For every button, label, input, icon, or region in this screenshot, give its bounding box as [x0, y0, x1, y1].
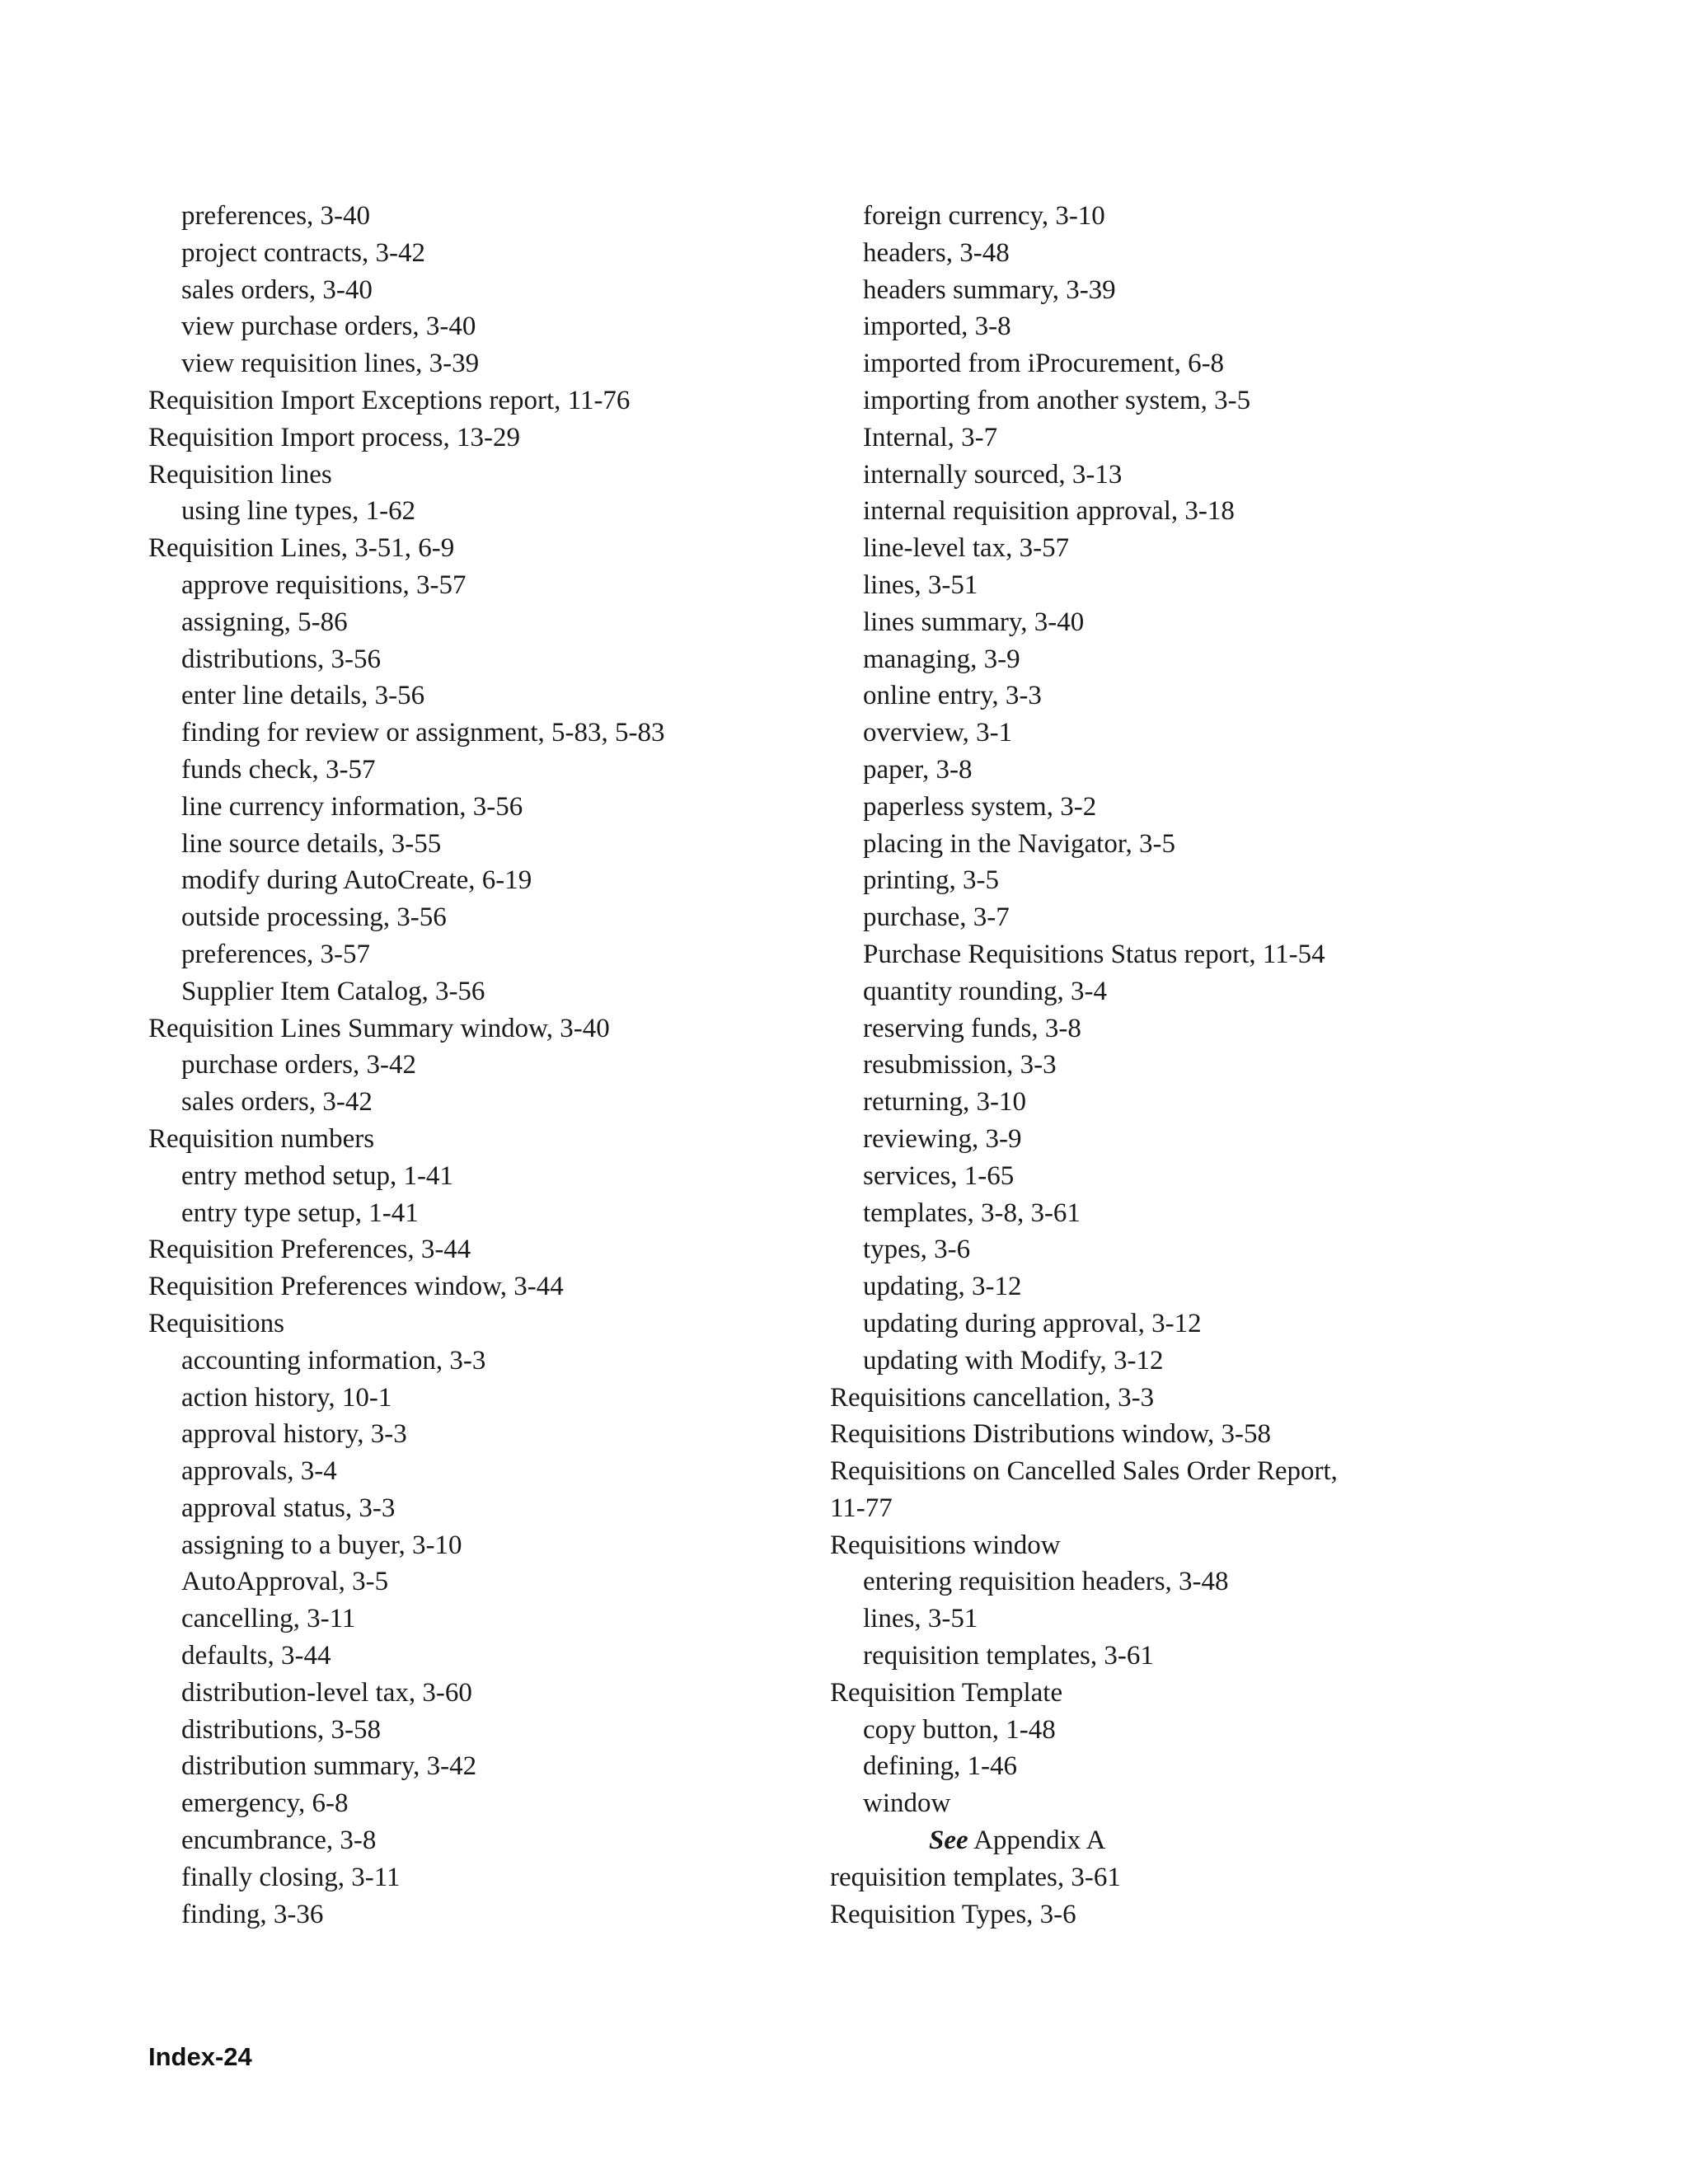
index-subentry: [830, 1305, 1572, 1343]
index-subentry: [830, 1343, 1572, 1380]
index-entry-text: sales orders, 3-42: [181, 1087, 373, 1118]
index-subentry: [148, 677, 808, 715]
index-subentry: [830, 1268, 1572, 1305]
index-subentry: [830, 235, 1572, 272]
index-entry-text: Requisitions cancellation, 3-3: [830, 1382, 1155, 1413]
index-entry-text: approval status, 3-3: [181, 1493, 396, 1523]
index-entry-text: modify during AutoCreate, 6-19: [181, 865, 532, 896]
index-entry-text: purchase orders, 3-42: [181, 1050, 416, 1080]
index-subentry: [148, 1896, 808, 1933]
index-subentry: [148, 1453, 808, 1490]
index-entry-text: entry method setup, 1-41: [181, 1160, 453, 1191]
index-entry-text: entry type setup, 1-41: [181, 1197, 419, 1228]
index-entry-text: preferences, 3-57: [181, 939, 371, 969]
index-subentry: [148, 1785, 808, 1822]
index-subentry: [148, 1380, 808, 1417]
index-entry-text: overview, 3-1: [863, 718, 1013, 748]
index-entry: [148, 1121, 808, 1158]
index-subentry: [830, 382, 1572, 419]
index-subentry: [148, 1047, 808, 1084]
index-subentry: [148, 493, 808, 530]
index-entry: [830, 1896, 1572, 1933]
index-entry-text: reviewing, 3-9: [863, 1123, 1022, 1154]
index-entry-text: encumbrance, 3-8: [181, 1825, 377, 1856]
index-entry-text: placing in the Navigator, 3-5: [863, 828, 1175, 859]
index-subentry: [148, 752, 808, 789]
index-entry-text: services, 1-65: [863, 1160, 1015, 1191]
index-subentry: [148, 1638, 808, 1675]
index-entry-text: updating with Modify, 3-12: [863, 1345, 1164, 1376]
index-entry-text: Requisition numbers: [148, 1123, 375, 1154]
index-entry-text: internal requisition approval, 3-18: [863, 496, 1235, 527]
index-entry-text: Requisition lines: [148, 459, 332, 490]
index-entry-text: finally closing, 3-11: [181, 1862, 401, 1892]
index-subentry: [830, 1010, 1572, 1047]
index-entry-text: importing from another system, 3-5: [863, 385, 1251, 415]
index-entry-text: Requisition Lines Summary window, 3-40: [148, 1013, 610, 1043]
index-entry-text: line currency information, 3-56: [181, 791, 523, 822]
index-subentry: [148, 715, 808, 752]
index-entry: [830, 1527, 1572, 1564]
index-entry-text: view requisition lines, 3-39: [181, 349, 480, 379]
index-entry-text: reserving funds, 3-8: [863, 1013, 1081, 1043]
index-entry-text: Requisition Preferences, 3-44: [148, 1235, 471, 1265]
index-subentry: [830, 1231, 1572, 1268]
index-subentry: [830, 862, 1572, 899]
index-subentry: [830, 826, 1572, 863]
index-entry-text: approvals, 3-4: [181, 1456, 337, 1487]
index-subentry: [830, 308, 1572, 345]
index-entry-text: approval history, 3-3: [181, 1419, 407, 1450]
index-entry-text: Requisitions Distributions window, 3-58: [830, 1419, 1272, 1450]
index-subentry: [148, 1712, 808, 1749]
index-entry-text: assigning to a buyer, 3-10: [181, 1530, 462, 1560]
index-entry-text: internally sourced, 3-13: [863, 459, 1123, 490]
index-subentry: [830, 973, 1572, 1010]
index-entry-text: Supplier Item Catalog, 3-56: [181, 976, 485, 1006]
index-subentry: [148, 936, 808, 973]
index-entry-text: returning, 3-10: [863, 1087, 1026, 1118]
index-entry: [830, 1453, 1572, 1490]
index-subentry: [830, 1712, 1572, 1749]
index-entry-text: distribution summary, 3-42: [181, 1751, 477, 1782]
index-subentry: [148, 345, 808, 382]
index-entry-text: approve requisitions, 3-57: [181, 569, 467, 600]
index-subentry: [148, 641, 808, 678]
index-entry-text: defining, 1-46: [863, 1751, 1017, 1782]
index-entry-text: funds check, 3-57: [181, 754, 376, 785]
index-entry: [830, 1380, 1572, 1417]
index-entry-text: enter line details, 3-56: [181, 681, 425, 711]
index-subentry: [830, 457, 1572, 494]
index-entry: [148, 382, 808, 419]
index-subentry: [148, 973, 808, 1010]
index-entry-text: imported, 3-8: [863, 312, 1011, 342]
index-subentry: [830, 1601, 1572, 1638]
index-subentry: [148, 272, 808, 309]
index-entry-text: finding, 3-36: [181, 1899, 324, 1929]
index-entry-text: distributions, 3-56: [181, 644, 382, 674]
index-entry-text: requisition templates, 3-61: [863, 1641, 1154, 1671]
index-subentry: [148, 604, 808, 641]
index-entry-text: action history, 10-1: [181, 1382, 392, 1413]
index-entry-text: distributions, 3-58: [181, 1714, 382, 1745]
index-subentry: [830, 1158, 1572, 1195]
index-entry-text: lines, 3-51: [863, 1604, 978, 1634]
index-entry-text: distribution-level tax, 3-60: [181, 1677, 472, 1708]
index-subentry: [830, 1638, 1572, 1675]
index-entry-text: accounting information, 3-3: [181, 1345, 486, 1376]
index-subentry: [148, 1158, 808, 1195]
index-entry: [148, 1010, 808, 1047]
index-entry-text: lines summary, 3-40: [863, 607, 1085, 637]
index-subentry: [830, 641, 1572, 678]
index-entry-text: updating, 3-12: [863, 1272, 1022, 1302]
index-entry-text: Requisition Lines, 3-51, 6-9: [148, 533, 455, 564]
index-entry-text: Requisitions: [148, 1308, 285, 1338]
index-subentry: [148, 1675, 808, 1712]
index-column-right: [830, 198, 1572, 1933]
index-subentry: [830, 1047, 1572, 1084]
index-entry-text: line-level tax, 3-57: [863, 533, 1070, 564]
index-subentry: [830, 419, 1572, 457]
index-subentry: [830, 1748, 1572, 1785]
index-entry-text: defaults, 3-44: [181, 1641, 331, 1671]
index-entry-text: copy button, 1-48: [863, 1714, 1056, 1745]
index-entry-text: printing, 3-5: [863, 865, 999, 896]
index-subentry: [148, 567, 808, 604]
index-subentry: [830, 198, 1572, 235]
index-entry-text: project contracts, 3-42: [181, 237, 425, 268]
page-footer-label: Index-24: [148, 2042, 252, 2071]
index-subentry: [830, 530, 1572, 567]
index-entry: [830, 1859, 1572, 1896]
index-entry-text: 11-77: [830, 1493, 893, 1523]
index-subentry: [830, 936, 1572, 973]
index-entry: [148, 457, 808, 494]
index-entry-text: requisition templates, 3-61: [830, 1862, 1121, 1892]
index-entry-text: Internal, 3-7: [863, 422, 998, 452]
index-subentry: [830, 789, 1572, 826]
index-subentry: [148, 308, 808, 345]
index-subentry: [830, 899, 1572, 936]
index-subentry: [830, 493, 1572, 530]
index-entry-text: Requisition Preferences window, 3-44: [148, 1272, 564, 1302]
index-entry-text: headers summary, 3-39: [863, 274, 1116, 305]
index-entry-text: templates, 3-8, 3-61: [863, 1197, 1081, 1228]
index-subentry: [148, 198, 808, 235]
index-entry-text: paper, 3-8: [863, 754, 973, 785]
index-entry: [830, 1416, 1572, 1453]
index-subentry: [148, 1563, 808, 1601]
index-entry-text: purchase, 3-7: [863, 902, 1010, 933]
index-subentry: [830, 1785, 1572, 1822]
index-subentry: [148, 826, 808, 863]
index-subentry: [148, 1859, 808, 1896]
index-subentry: [830, 1084, 1572, 1121]
index-entry-text: sales orders, 3-40: [181, 274, 373, 305]
index-subentry: [148, 1416, 808, 1453]
index-column-left: [148, 198, 808, 1933]
index-entry-text: using line types, 1-62: [181, 496, 416, 527]
index-subentry: [830, 604, 1572, 641]
index-entry: [148, 530, 808, 567]
index-entry: [830, 1675, 1572, 1712]
index-entry-text: Requisition Import process, 13-29: [148, 422, 520, 452]
index-subentry: [148, 1748, 808, 1785]
index-subentry: [148, 1527, 808, 1564]
index-subentry: [830, 677, 1572, 715]
index-subentry: [148, 899, 808, 936]
index-subentry: [830, 272, 1572, 309]
index-entry-text: types, 3-6: [863, 1235, 971, 1265]
index-entry-text: Requisitions on Cancelled Sales Order Report,: [830, 1456, 1338, 1487]
index-subentry: [148, 1195, 808, 1232]
index-entry-text: Requisition Types, 3-6: [830, 1899, 1076, 1929]
index-entry: [148, 1268, 808, 1305]
index-subentry: [148, 789, 808, 826]
index-subentry: [148, 1490, 808, 1527]
index-entry: [830, 1490, 1572, 1527]
index-subentry: [148, 1084, 808, 1121]
see-reference-label: See: [929, 1825, 968, 1856]
index-entry-text: lines, 3-51: [863, 569, 978, 600]
index-entry-text: AutoApproval, 3-5: [181, 1567, 389, 1597]
index-entry-text: Requisitions window: [830, 1530, 1061, 1560]
index-entry-text: finding for review or assignment, 5-83, 5-83: [181, 718, 665, 748]
index-entry-text: headers, 3-48: [863, 237, 1010, 268]
index-entry-text: Requisition Template: [830, 1677, 1063, 1708]
index-subentry: [830, 752, 1572, 789]
index-subentry: [830, 1822, 1572, 1859]
index-entry-text: entering requisition headers, 3-48: [863, 1567, 1229, 1597]
index-subentry: [830, 567, 1572, 604]
index-entry: [148, 1305, 808, 1343]
index-entry-text: managing, 3-9: [863, 644, 1020, 674]
index-subentry: [148, 1343, 808, 1380]
index-subentry: [148, 1601, 808, 1638]
index-subentry: [830, 1563, 1572, 1601]
index-entry-text: Requisition Import Exceptions report, 11-76: [148, 385, 631, 415]
index-subentry: [148, 235, 808, 272]
index-entry-text: online entry, 3-3: [863, 681, 1042, 711]
index-entry-text: imported from iProcurement, 6-8: [863, 349, 1225, 379]
index-subentry: [830, 1121, 1572, 1158]
index-subentry: [830, 1195, 1572, 1232]
index-subentry: [830, 345, 1572, 382]
index-entry-text: outside processing, 3-56: [181, 902, 447, 933]
index-subentry: [148, 862, 808, 899]
index-entry-text: updating during approval, 3-12: [863, 1308, 1202, 1338]
index-subentry: [830, 715, 1572, 752]
index-entry-text: foreign currency, 3-10: [863, 201, 1105, 231]
index-subentry: [148, 1822, 808, 1859]
index-entry-text: preferences, 3-40: [181, 201, 371, 231]
index-entry-text: quantity rounding, 3-4: [863, 976, 1108, 1006]
index-entry-text: cancelling, 3-11: [181, 1604, 356, 1634]
index-entry: [148, 1231, 808, 1268]
index-entry-text: line source details, 3-55: [181, 828, 442, 859]
index-entry-text: emergency, 6-8: [181, 1788, 349, 1819]
index-entry-text: view purchase orders, 3-40: [181, 312, 476, 342]
index-entry-text: Appendix A: [973, 1825, 1106, 1856]
index-entry: [148, 419, 808, 457]
index-entry-text: resubmission, 3-3: [863, 1050, 1057, 1080]
index-entry-text: assigning, 5-86: [181, 607, 348, 637]
index-entry-text: paperless system, 3-2: [863, 791, 1097, 822]
index-entry-text: window: [863, 1788, 951, 1819]
index-entry-text: Purchase Requisitions Status report, 11-54: [863, 939, 1325, 969]
